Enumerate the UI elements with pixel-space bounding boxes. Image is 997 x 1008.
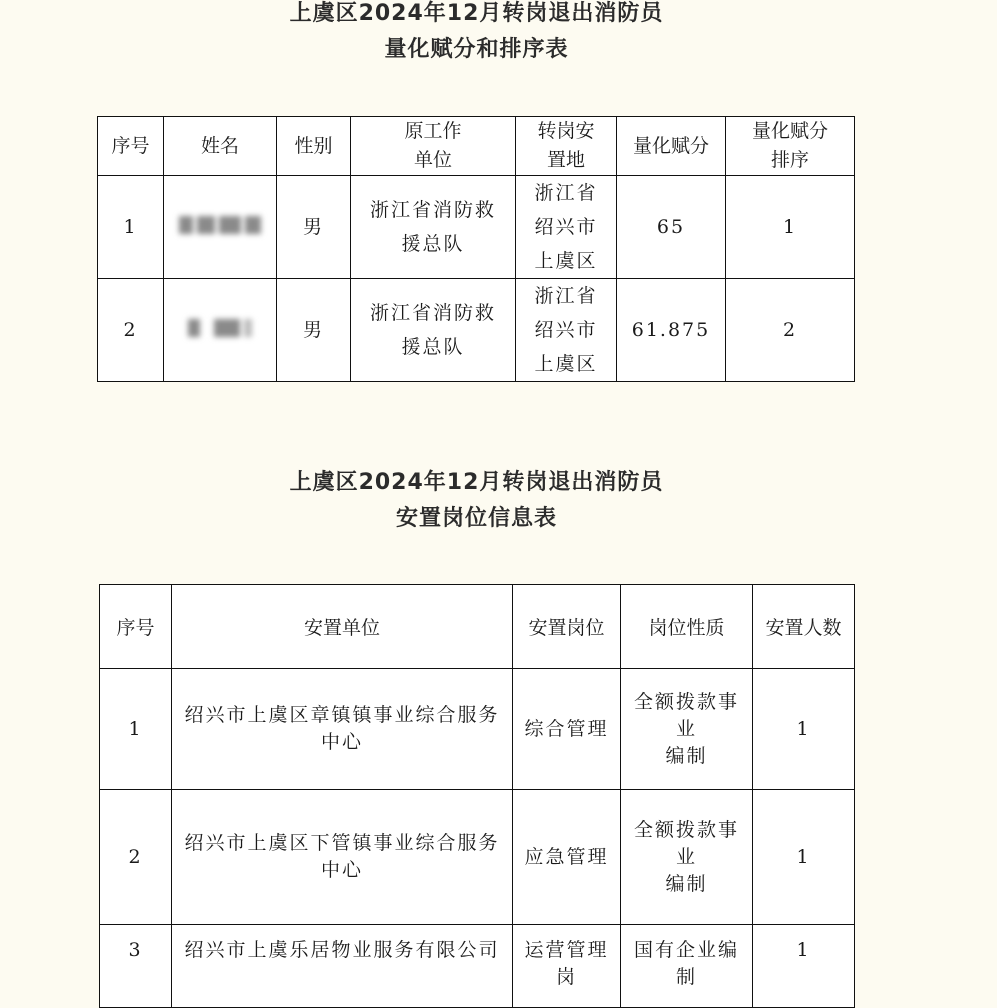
nature-line2: 编制 [665, 744, 708, 767]
header-gender: 性别 [277, 117, 351, 176]
row-score: 61.875 [617, 279, 726, 382]
header-post-nature: 岗位性质 [621, 585, 753, 669]
table-header-row [98, 117, 855, 176]
row-gender: 男 [277, 279, 351, 382]
row-seq: 2 [98, 279, 164, 382]
header-score: 量化赋分 [617, 117, 726, 176]
nature-line1: 全额拨款事业 [633, 818, 739, 868]
row-placement-post: 应急管理 [513, 790, 621, 925]
row-post-nature: 国有企业编制 [621, 925, 753, 1008]
row-placement-unit: 绍兴市上虞乐居物业服务有限公司 [172, 925, 513, 1008]
table-row [98, 176, 855, 279]
original-unit-line1: 浙江省消防救 [369, 199, 496, 221]
row-name-redacted [164, 279, 277, 382]
title-line-2: 安置岗位信息表 [395, 506, 557, 531]
header-placement-line2: 置地 [546, 149, 585, 171]
row-seq: 2 [100, 790, 172, 925]
placement-line2: 绍兴市 [534, 216, 598, 238]
table-row [100, 669, 855, 790]
row-rank: 2 [726, 279, 855, 382]
unit-line1: 绍兴市上虞区章镇镇事业综合服务 [184, 704, 500, 726]
header-placement-line1: 转岗安 [537, 120, 595, 142]
header-seq: 序号 [100, 585, 172, 669]
title-line-2: 量化赋分和排序表 [384, 37, 569, 62]
placement-positions-table [99, 584, 855, 1008]
header-rank-line2: 排序 [770, 149, 809, 171]
row-seq: 1 [100, 669, 172, 790]
score-ranking-table [97, 116, 855, 382]
header-original-unit [351, 117, 516, 176]
title-line-1: 上虞区2024年12月转岗退出消防员 [289, 1, 664, 26]
row-seq: 3 [100, 925, 172, 1008]
table-row [100, 925, 855, 1008]
unit-line1: 绍兴市上虞区下管镇事业综合服务 [184, 832, 500, 854]
row-rank: 1 [726, 176, 855, 279]
header-placement-unit: 安置单位 [172, 585, 513, 669]
redacted-name-blur [186, 314, 254, 348]
post-line1: 运营管理 [524, 939, 609, 961]
row-placement-count: 1 [753, 925, 855, 1008]
row-placement [516, 176, 617, 279]
header-rank-line1: 量化赋分 [751, 120, 828, 142]
header-original-unit-line2: 单位 [413, 149, 452, 171]
placement-line1: 浙江省 [534, 182, 598, 204]
placement-line3: 上虞区 [534, 250, 598, 272]
table-row [98, 279, 855, 382]
table-header-row [100, 585, 855, 669]
original-unit-line2: 援总队 [401, 233, 465, 255]
placement-line1: 浙江省 [534, 285, 598, 307]
row-placement-count: 1 [753, 669, 855, 790]
row-placement [516, 279, 617, 382]
placement-line3: 上虞区 [534, 353, 598, 375]
table-row [100, 790, 855, 925]
nature-line2: 编制 [665, 872, 708, 895]
header-name: 姓名 [164, 117, 277, 176]
row-placement-post [513, 925, 621, 1008]
nature-line1: 全额拨款事业 [633, 690, 739, 740]
row-original-unit [351, 279, 516, 382]
row-placement-unit [172, 790, 513, 925]
title-placement-positions [0, 465, 953, 537]
redacted-name-blur [177, 211, 263, 245]
row-seq: 1 [98, 176, 164, 279]
row-name-redacted [164, 176, 277, 279]
row-score: 65 [617, 176, 726, 279]
row-gender: 男 [277, 176, 351, 279]
post-line2: 岗 [555, 966, 577, 988]
row-post-nature [621, 669, 753, 790]
unit-line2: 中心 [320, 859, 363, 881]
unit-line2: 中心 [320, 731, 363, 753]
title-quantified-score [0, 0, 953, 68]
row-post-nature [621, 790, 753, 925]
header-placement [516, 117, 617, 176]
original-unit-line2: 援总队 [401, 336, 465, 358]
header-placement-count: 安置人数 [753, 585, 855, 669]
row-placement-post: 综合管理 [513, 669, 621, 790]
header-original-unit-line1: 原工作 [404, 120, 462, 142]
header-placement-post: 安置岗位 [513, 585, 621, 669]
title-line-1: 上虞区2024年12月转岗退出消防员 [289, 470, 664, 495]
header-rank [726, 117, 855, 176]
row-placement-unit [172, 669, 513, 790]
original-unit-line1: 浙江省消防救 [369, 302, 496, 324]
header-seq: 序号 [98, 117, 164, 176]
row-placement-count: 1 [753, 790, 855, 925]
row-original-unit [351, 176, 516, 279]
placement-line2: 绍兴市 [534, 319, 598, 341]
